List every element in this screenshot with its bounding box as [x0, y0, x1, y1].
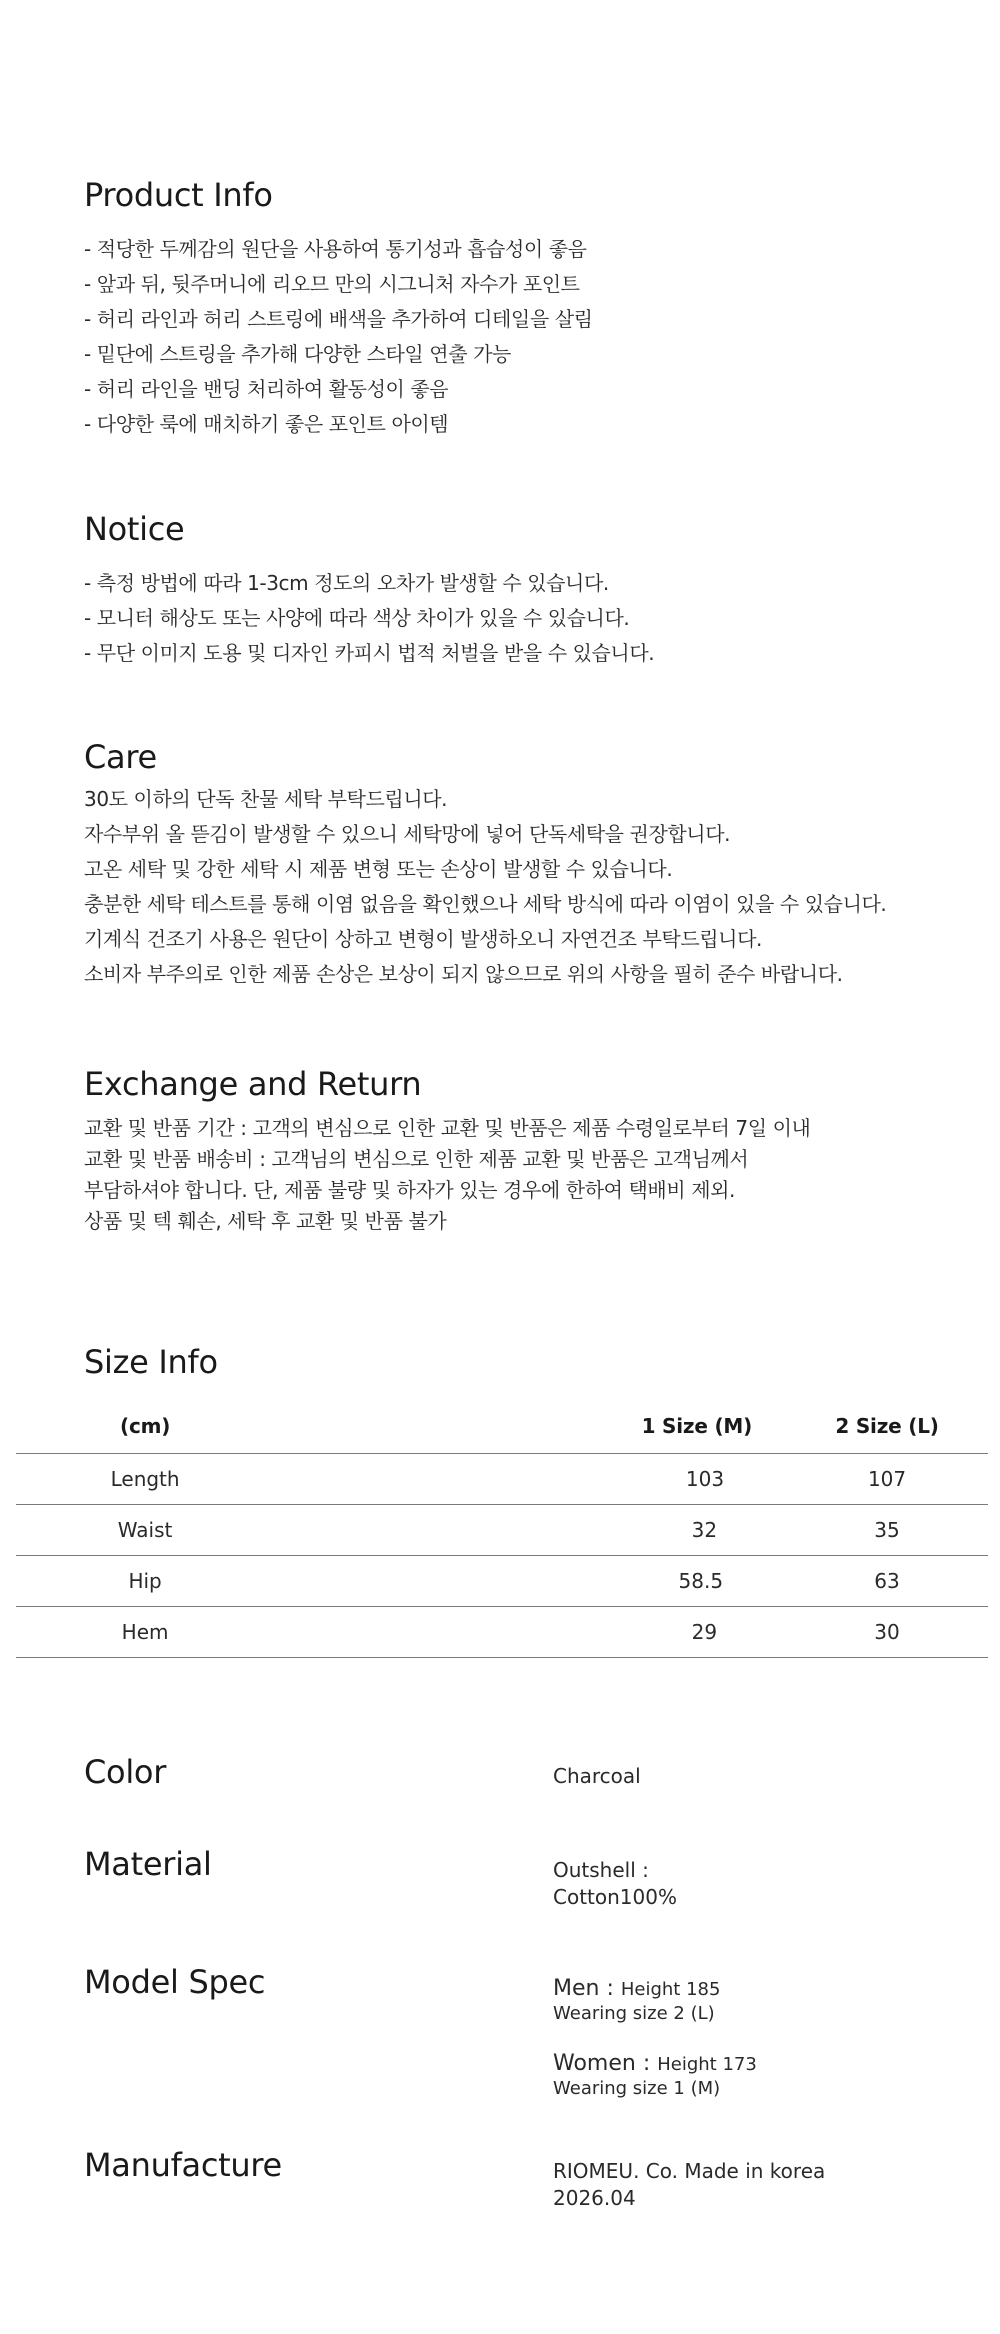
table-cell: Length: [16, 1454, 274, 1505]
table-cell: 103: [274, 1454, 786, 1505]
manufacture-value: [553, 2158, 825, 2212]
size-info-heading: Size Info: [84, 1343, 218, 1381]
table-cell: 107: [786, 1454, 988, 1505]
table-cell: 35: [786, 1505, 988, 1556]
list-item: 기계식 건조기 사용은 원단이 상하고 변형이 발생하오니 자연건조 부탁드립니다.: [84, 927, 762, 951]
material-value-line: Outshell :: [553, 1858, 649, 1882]
model-spec-women: [553, 2050, 757, 2100]
table-cell: Hem: [16, 1607, 274, 1658]
care-list: [84, 782, 964, 992]
list-item: 충분한 세탁 테스트를 통해 이염 없음을 확인했으나 세탁 방식에 따라 이염이 있을 수 있습니다.: [84, 892, 887, 916]
list-item: - 측정 방법에 따라 1-3cm 정도의 오차가 발생할 수 있습니다.: [84, 571, 609, 595]
table-cell: 63: [786, 1556, 988, 1607]
care-heading: Care: [84, 738, 157, 776]
table-cell: Hip: [16, 1556, 274, 1607]
product-info-heading: Product Info: [84, 176, 273, 214]
women-size: Wearing size 1 (M): [553, 2078, 721, 2099]
size-table: [16, 1398, 988, 1658]
size-table-header-unit: (cm): [16, 1398, 274, 1454]
table-row: [16, 1454, 988, 1505]
exchange-line: 부담하셔야 합니다. 단, 제품 불량 및 하자가 있는 경우에 한하여 택배비 제외.: [84, 1178, 736, 1202]
list-item: - 적당한 두께감의 원단을 사용하여 통기성과 흡습성이 좋음: [84, 237, 587, 261]
product-info-section: [84, 176, 964, 442]
manufacture-value-line: RIOMEU. Co. Made in korea: [553, 2159, 826, 2183]
color-value: Charcoal: [553, 1764, 641, 1788]
men-size: Wearing size 2 (L): [553, 2003, 715, 2024]
women-height: Height 173: [657, 2054, 757, 2075]
list-item: - 밑단에 스트링을 추가해 다양한 스타일 연출 가능: [84, 342, 511, 366]
material-value: [553, 1857, 677, 1911]
manufacture-label: Manufacture: [84, 2146, 282, 2184]
men-height: Height 185: [620, 1979, 721, 2000]
exchange-line: 상품 및 텍 훼손, 세탁 후 교환 및 반품 불가: [84, 1209, 447, 1233]
table-cell: 58.5: [274, 1556, 786, 1607]
size-table-header-m: 1 Size (M): [274, 1398, 786, 1454]
table-row: [16, 1607, 988, 1658]
product-info-list: [84, 232, 964, 442]
table-row: [16, 1505, 988, 1556]
table-cell: 29: [274, 1607, 786, 1658]
list-item: - 모니터 해상도 또는 사양에 따라 색상 차이가 있을 수 있습니다.: [84, 606, 630, 630]
exchange-text: [84, 1113, 964, 1237]
color-label: Color: [84, 1753, 167, 1791]
material-label: Material: [84, 1845, 212, 1883]
size-table-header-row: [16, 1398, 988, 1454]
notice-heading: Notice: [84, 510, 185, 548]
exchange-line: 교환 및 반품 배송비 : 고객님의 변심으로 인한 제품 교환 및 반품은 고객님께서: [84, 1147, 749, 1171]
list-item: - 무단 이미지 도용 및 디자인 카피시 법적 처벌을 받을 수 있습니다.: [84, 641, 655, 665]
women-label: Women :: [553, 2051, 658, 2076]
model-spec-label: Model Spec: [84, 1963, 266, 2001]
manufacture-value-line: 2026.04: [553, 2186, 636, 2210]
size-table-header-l: 2 Size (L): [786, 1398, 988, 1454]
men-label: Men :: [553, 1976, 621, 2001]
list-item: 30도 이하의 단독 찬물 세탁 부탁드립니다.: [84, 787, 448, 811]
table-cell: 32: [274, 1505, 786, 1556]
care-section: [84, 738, 964, 992]
material-value-line: Cotton100%: [553, 1885, 677, 1909]
table-cell: Waist: [16, 1505, 274, 1556]
list-item: - 허리 라인을 밴딩 처리하여 활동성이 좋음: [84, 377, 449, 401]
list-item: - 다양한 룩에 매치하기 좋은 포인트 아이템: [84, 412, 449, 436]
exchange-line: 교환 및 반품 기간 : 고객의 변심으로 인한 교환 및 반품은 제품 수령일로부터 7일 이내: [84, 1116, 811, 1140]
list-item: - 앞과 뒤, 뒷주머니에 리오므 만의 시그니처 자수가 포인트: [84, 272, 580, 296]
table-row: [16, 1556, 988, 1607]
exchange-section: [84, 1065, 964, 1237]
list-item: 고온 세탁 및 강한 세탁 시 제품 변형 또는 손상이 발생할 수 있습니다.: [84, 857, 673, 881]
list-item: - 허리 라인과 허리 스트링에 배색을 추가하여 디테일을 살림: [84, 307, 593, 331]
notice-section: [84, 510, 964, 671]
list-item: 자수부위 올 뜯김이 발생할 수 있으니 세탁망에 넣어 단독세탁을 권장합니다.: [84, 822, 731, 846]
notice-list: [84, 566, 964, 671]
size-info-section: [84, 1343, 964, 1381]
table-cell: 30: [786, 1607, 988, 1658]
model-spec-men: [553, 1975, 720, 2025]
exchange-heading: Exchange and Return: [84, 1065, 422, 1103]
list-item: 소비자 부주의로 인한 제품 손상은 보상이 되지 않으므로 위의 사항을 필히 준수 바랍니다.: [84, 962, 843, 986]
